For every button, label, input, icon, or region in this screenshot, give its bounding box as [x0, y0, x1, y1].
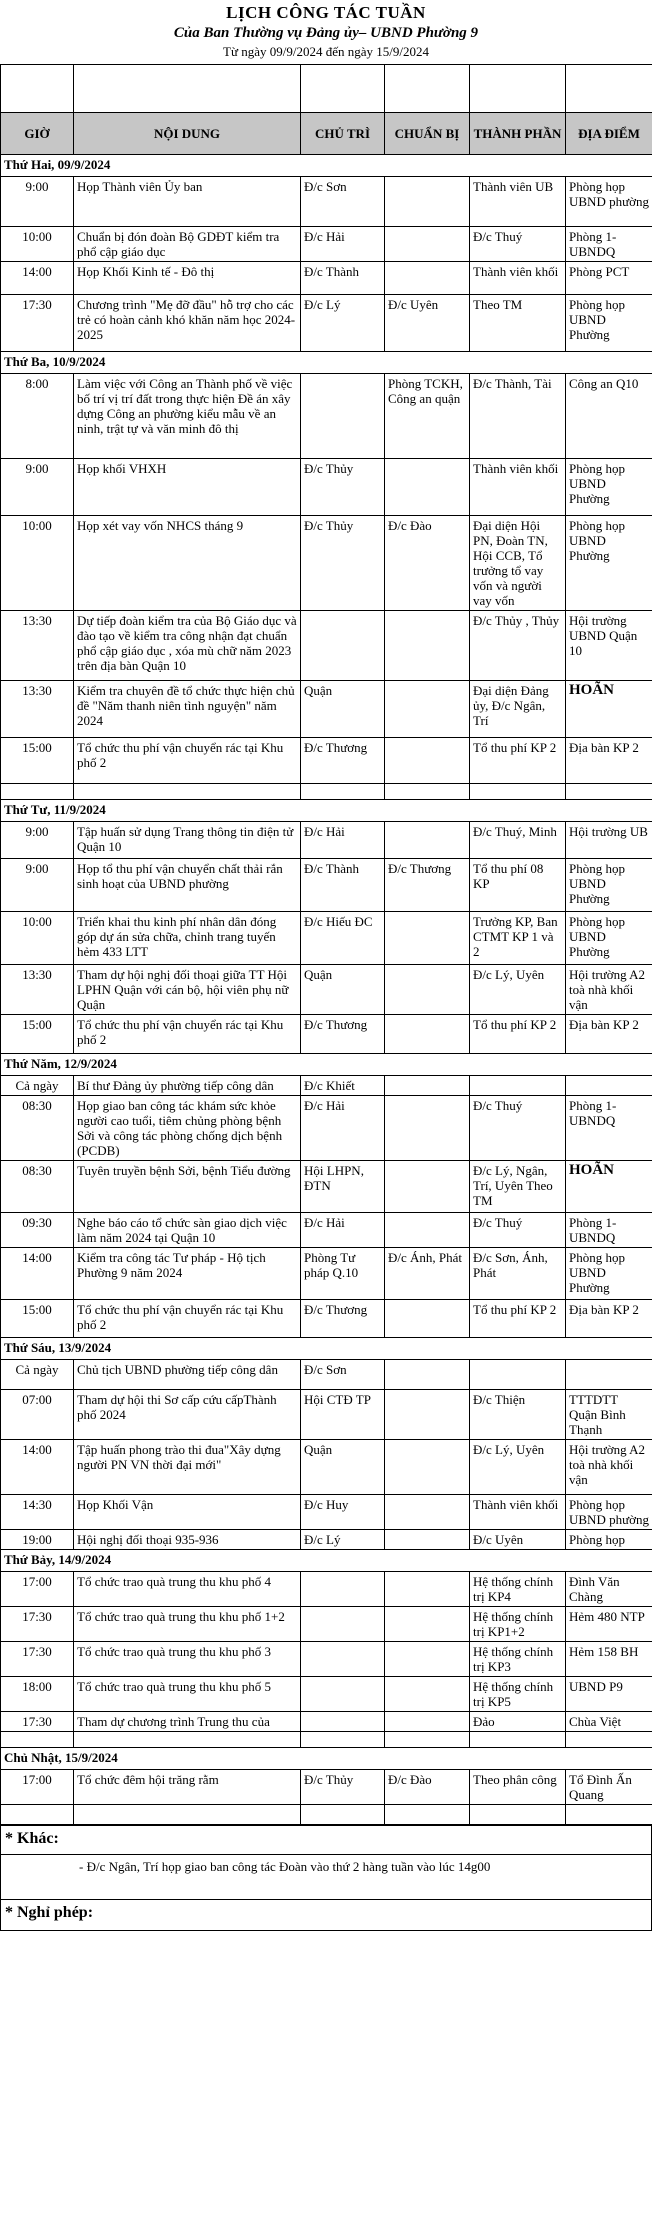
cell-prep — [385, 822, 470, 859]
cell-members: Theo TM — [470, 295, 566, 352]
cell-content: Họp giao ban công tác khám sức khỏe người cao tuổi, tiêm chủng phòng bệnh Sởi và công tác phòng chống dịch bệnh (PCDB) — [74, 1096, 301, 1161]
cell-place: Hội trường UB — [566, 822, 652, 859]
header-row — [1, 113, 652, 155]
cell-content: Tham dự chương trình Trung thu của — [74, 1712, 301, 1732]
table-row — [1, 1360, 652, 1390]
cell-members: Đ/c Thiện — [470, 1390, 566, 1440]
cell-chair: Quận — [301, 1440, 385, 1495]
cell-content: Họp Khối Kinh tế - Đô thị — [74, 262, 301, 295]
cell-time: 10:00 — [1, 912, 74, 965]
note-other-label: * Khác: — [5, 1830, 59, 1847]
cell-chair: Đ/c Sơn — [301, 1360, 385, 1390]
cell-place: Hội trường A2 toà nhà khối vận — [566, 965, 652, 1015]
cell-members: Đ/c Lý, Uyên — [470, 965, 566, 1015]
cell-place: Phòng họp UBND Phường — [566, 912, 652, 965]
cell-place: Phòng họp UBND phường — [566, 177, 652, 227]
cell-members — [470, 1076, 566, 1096]
col-time-header: GIỜ — [1, 113, 74, 155]
cell-content: Tập huấn sử dụng Trang thông tin điện tử Quận 10 — [74, 822, 301, 859]
day-label: Thứ Bảy, 14/9/2024 — [1, 1550, 652, 1572]
cell-place: Địa bàn KP 2 — [566, 738, 652, 784]
cell-members: Tổ thu phí 08 KP — [470, 859, 566, 912]
col-members-header: THÀNH PHẦN — [470, 113, 566, 155]
day-label: Thứ Sáu, 13/9/2024 — [1, 1338, 652, 1360]
schedule-table — [0, 64, 652, 1825]
cell-prep — [385, 1300, 470, 1338]
cell-place: UBND P9 — [566, 1677, 652, 1712]
cell-content: Kiểm tra công tác Tư pháp - Hộ tịch Phường 9 năm 2024 — [74, 1248, 301, 1300]
cell-place: Phòng 1-UBNDQ — [566, 1096, 652, 1161]
cell-content: Tuyên truyền bệnh Sởi, bệnh Tiểu đường — [74, 1161, 301, 1213]
cell-chair: Hội LHPN, ĐTN — [301, 1161, 385, 1213]
cell-prep — [385, 1572, 470, 1607]
table-row — [1, 738, 652, 784]
cell-place: Phòng 1-UBNDQ — [566, 227, 652, 262]
cell-time: 13:30 — [1, 611, 74, 681]
cell-members: Đ/c Sơn, Ánh, Phát — [470, 1248, 566, 1300]
cell-prep — [385, 912, 470, 965]
cell-content: Họp khối VHXH — [74, 459, 301, 516]
cell-prep — [385, 1642, 470, 1677]
cell-time: 14:00 — [1, 1440, 74, 1495]
cell-place: Phòng họp UBND Phường — [566, 459, 652, 516]
cell-content: Bí thư Đảng ủy phường tiếp công dân — [74, 1076, 301, 1096]
cell-members — [470, 1360, 566, 1390]
cell-prep — [385, 611, 470, 681]
cell-chair: Đ/c Lý — [301, 1530, 385, 1550]
cell-time: 10:00 — [1, 227, 74, 262]
cell-place: Địa bàn KP 2 — [566, 1300, 652, 1338]
cell-prep: Đ/c Ánh, Phát — [385, 1248, 470, 1300]
cell-chair: Đ/c Hải — [301, 227, 385, 262]
cell-chair: Hội CTĐ TP — [301, 1390, 385, 1440]
cell-members: Theo phân công — [470, 1770, 566, 1805]
cell-chair: Quận — [301, 965, 385, 1015]
cell-members: Đ/c Thủy , Thủy — [470, 611, 566, 681]
cell-members: Đại diện Hội PN, Đoàn TN, Hội CCB, Tổ trưởng tổ vay vốn và người vay vốn — [470, 516, 566, 611]
cell-time: 19:00 — [1, 1530, 74, 1550]
col-content-header: NỘI DUNG — [74, 113, 301, 155]
cell-prep — [385, 1607, 470, 1642]
day-label: Chủ Nhật, 15/9/2024 — [1, 1748, 652, 1770]
cell-chair — [301, 1572, 385, 1607]
table-row — [1, 611, 652, 681]
cell-members: Đại diện Đảng ủy, Đ/c Ngân, Trí — [470, 681, 566, 738]
table-row — [1, 965, 652, 1015]
cell-prep — [385, 1360, 470, 1390]
cell-content: Dự tiếp đoàn kiểm tra của Bộ Giáo dục và đào tạo về kiểm tra công nhận đạt chuẩn phổ cập giáo dục , xóa mù chữ năm 2023 trên địa bàn Quận 10 — [74, 611, 301, 681]
cell-content: Tổ chức trao quà trung thu khu phố 1+2 — [74, 1607, 301, 1642]
cell-place: Hội trường A2 toà nhà khối vận — [566, 1440, 652, 1495]
cell-place: HOÃN — [566, 681, 652, 738]
blank-row — [1, 1805, 652, 1825]
cell-place: Phòng PCT — [566, 262, 652, 295]
cell-prep — [385, 1015, 470, 1054]
table-row — [1, 1248, 652, 1300]
cell-prep: Phòng TCKH, Công an quận — [385, 374, 470, 459]
cell-place: Phòng họp UBND phường — [566, 1495, 652, 1530]
cell-chair — [301, 1677, 385, 1712]
cell-members: Đ/c Thuý — [470, 227, 566, 262]
blank-row — [1, 65, 652, 113]
cell-members: Thành viên khối — [470, 1495, 566, 1530]
cell-content: Triển khai thu kinh phí nhân dân đóng góp dự án sửa chữa, chỉnh trang tuyến hẻm 433 LTT — [74, 912, 301, 965]
table-row — [1, 681, 652, 738]
cell-members: Tổ thu phí KP 2 — [470, 738, 566, 784]
cell-place: Phòng 1-UBNDQ — [566, 1213, 652, 1248]
cell-members: Đ/c Lý, Ngân, Trí, Uyên Theo TM — [470, 1161, 566, 1213]
cell-time: 14:00 — [1, 1248, 74, 1300]
day-row — [1, 1054, 652, 1076]
cell-place: TTTDTT Quận Bình Thạnh — [566, 1390, 652, 1440]
cell-content: Tổ chức trao quà trung thu khu phố 4 — [74, 1572, 301, 1607]
cell-members: Đ/c Uyên — [470, 1530, 566, 1550]
cell-content: Làm việc với Công an Thành phố về việc bố trí vị trí đất trong thực hiện Đề án xây dựng Công an phường kiểu mẫu về an ninh, trật tự và văn minh đô thị — [74, 374, 301, 459]
table-row — [1, 1440, 652, 1495]
cell-content: Họp Khối Vận — [74, 1495, 301, 1530]
cell-prep — [385, 459, 470, 516]
cell-time: 13:30 — [1, 681, 74, 738]
cell-members: Tổ thu phí KP 2 — [470, 1300, 566, 1338]
note-other — [0, 1825, 652, 1854]
cell-content: Chương trình "Mẹ đỡ đầu" hỗ trợ cho các trẻ có hoàn cảnh khó khăn năm học 2024-2025 — [74, 295, 301, 352]
cell-prep — [385, 1712, 470, 1732]
cell-members: Đ/c Thuý — [470, 1213, 566, 1248]
cell-prep — [385, 738, 470, 784]
cell-chair: Đ/c Thương — [301, 1300, 385, 1338]
cell-place: Hẻm 480 NTP — [566, 1607, 652, 1642]
cell-place: Phòng họp — [566, 1530, 652, 1550]
cell-prep: Đ/c Uyên — [385, 295, 470, 352]
cell-members: Tổ thu phí KP 2 — [470, 1015, 566, 1054]
cell-chair: Đ/c Thủy — [301, 516, 385, 611]
cell-chair: Đ/c Hiếu ĐC — [301, 912, 385, 965]
cell-members: Đ/c Thuý — [470, 1096, 566, 1161]
cell-time: 9:00 — [1, 822, 74, 859]
table-row — [1, 1495, 652, 1530]
cell-chair — [301, 1607, 385, 1642]
cell-prep — [385, 1161, 470, 1213]
table-row — [1, 262, 652, 295]
cell-members: Thành viên khối — [470, 262, 566, 295]
cell-content: Tổ chức đêm hội trăng rằm — [74, 1770, 301, 1805]
cell-chair: Đ/c Thương — [301, 1015, 385, 1054]
cell-time: 09:30 — [1, 1213, 74, 1248]
table-row — [1, 1770, 652, 1805]
cell-chair: Đ/c Hải — [301, 1096, 385, 1161]
note-leave — [0, 1899, 652, 1931]
date-range: Từ ngày 09/9/2024 đến ngày 15/9/2024 — [223, 44, 429, 59]
cell-chair: Đ/c Thành — [301, 859, 385, 912]
cell-prep — [385, 1440, 470, 1495]
cell-place: Chùa Việt — [566, 1712, 652, 1732]
cell-members: Hệ thống chính trị KP5 — [470, 1677, 566, 1712]
table-row — [1, 822, 652, 859]
cell-members: Hệ thống chính trị KP4 — [470, 1572, 566, 1607]
cell-prep — [385, 1096, 470, 1161]
table-row — [1, 912, 652, 965]
cell-prep: Đ/c Thương — [385, 859, 470, 912]
cell-prep — [385, 1495, 470, 1530]
cell-prep — [385, 262, 470, 295]
cell-prep — [385, 1530, 470, 1550]
cell-place: Địa bàn KP 2 — [566, 1015, 652, 1054]
cell-place: Công an Q10 — [566, 374, 652, 459]
cell-time: 08:30 — [1, 1161, 74, 1213]
header — [0, 0, 652, 64]
cell-prep — [385, 1213, 470, 1248]
table-row — [1, 516, 652, 611]
cell-place: Hội trường UBND Quận 10 — [566, 611, 652, 681]
cell-prep — [385, 965, 470, 1015]
cell-content: Tham dự hội nghị đối thoại giữa TT Hội LPHN Quận với cán bộ, hội viên phụ nữ Quận — [74, 965, 301, 1015]
table-row — [1, 1712, 652, 1732]
day-row — [1, 800, 652, 822]
cell-chair: Đ/c Khiết — [301, 1076, 385, 1096]
cell-content: Nghe báo cáo tổ chức sàn giao dịch việc làm năm 2024 tại Quận 10 — [74, 1213, 301, 1248]
day-row — [1, 352, 652, 374]
cell-members: Hệ thống chính trị KP1+2 — [470, 1607, 566, 1642]
cell-place: Đình Văn Chàng — [566, 1572, 652, 1607]
cell-members: Hệ thống chính trị KP3 — [470, 1642, 566, 1677]
cell-place: HOÃN — [566, 1161, 652, 1213]
cell-place: Phòng họp UBND Phường — [566, 295, 652, 352]
page-title: LỊCH CÔNG TÁC TUẦN — [226, 3, 426, 22]
col-place-header: ĐỊA ĐIỂM — [566, 113, 652, 155]
cell-content: Tổ chức trao quà trung thu khu phố 5 — [74, 1677, 301, 1712]
cell-time: 13:30 — [1, 965, 74, 1015]
table-row — [1, 227, 652, 262]
cell-time: 17:30 — [1, 1642, 74, 1677]
cell-content: Họp Thành viên Ủy ban — [74, 177, 301, 227]
table-row — [1, 295, 652, 352]
cell-chair: Đ/c Thủy — [301, 1770, 385, 1805]
cell-place — [566, 1076, 652, 1096]
cell-time: 14:00 — [1, 262, 74, 295]
cell-chair: Đ/c Thương — [301, 738, 385, 784]
table-row — [1, 1096, 652, 1161]
cell-time: 14:30 — [1, 1495, 74, 1530]
cell-members: Đ/c Thành, Tài — [470, 374, 566, 459]
cell-time: 17:30 — [1, 295, 74, 352]
cell-time: 15:00 — [1, 1300, 74, 1338]
cell-chair: Phòng Tư pháp Q.10 — [301, 1248, 385, 1300]
blank-row — [1, 1732, 652, 1748]
table-row — [1, 1572, 652, 1607]
cell-content: Tổ chức trao quà trung thu khu phố 3 — [74, 1642, 301, 1677]
cell-chair: Đ/c Sơn — [301, 177, 385, 227]
cell-members: Đ/c Lý, Uyên — [470, 1440, 566, 1495]
note-other-item-row — [0, 1854, 652, 1899]
cell-time: 8:00 — [1, 374, 74, 459]
cell-prep: Đ/c Đào — [385, 1770, 470, 1805]
cell-prep — [385, 1390, 470, 1440]
cell-members: Trưởng KP, Ban CTMT KP 1 và 2 — [470, 912, 566, 965]
table-row — [1, 1161, 652, 1213]
note-other-item: - Đ/c Ngân, Trí họp giao ban công tác Đoàn vào thứ 2 hàng tuần vào lúc 14g00 — [79, 1859, 491, 1874]
table-row — [1, 859, 652, 912]
cell-chair: Đ/c Huy — [301, 1495, 385, 1530]
cell-time: 08:30 — [1, 1096, 74, 1161]
cell-time: 07:00 — [1, 1390, 74, 1440]
table-row — [1, 459, 652, 516]
day-label: Thứ Ba, 10/9/2024 — [1, 352, 652, 374]
cell-chair — [301, 611, 385, 681]
cell-place — [566, 1360, 652, 1390]
cell-members: Thành viên khối — [470, 459, 566, 516]
table-row — [1, 1300, 652, 1338]
cell-members: Thành viên UB — [470, 177, 566, 227]
col-prep-header: CHUẨN BỊ — [385, 113, 470, 155]
cell-place: Phòng họp UBND Phường — [566, 516, 652, 611]
cell-content: Họp tổ thu phí vận chuyển chất thải rắn sinh hoạt của UBND phường — [74, 859, 301, 912]
cell-time: 18:00 — [1, 1677, 74, 1712]
cell-time: 15:00 — [1, 1015, 74, 1054]
note-leave-label: * Nghỉ phép: — [5, 1904, 94, 1921]
cell-time: 10:00 — [1, 516, 74, 611]
cell-time: 17:00 — [1, 1572, 74, 1607]
day-row — [1, 155, 652, 177]
cell-chair: Đ/c Thành — [301, 262, 385, 295]
cell-chair — [301, 1712, 385, 1732]
table-row — [1, 1390, 652, 1440]
cell-prep — [385, 177, 470, 227]
cell-time: 9:00 — [1, 859, 74, 912]
cell-place: Hẻm 158 BH — [566, 1642, 652, 1677]
cell-content: Tổ chức thu phí vận chuyển rác tại Khu phố 2 — [74, 1015, 301, 1054]
cell-chair: Đ/c Thủy — [301, 459, 385, 516]
cell-time: 17:30 — [1, 1712, 74, 1732]
blank-row — [1, 784, 652, 800]
day-label: Thứ Năm, 12/9/2024 — [1, 1054, 652, 1076]
cell-prep — [385, 227, 470, 262]
cell-content: Chuẩn bị đón đoàn Bộ GDĐT kiểm tra phổ cập giáo dục — [74, 227, 301, 262]
notes-section — [0, 1825, 652, 1931]
cell-content: Tham dự hội thi Sơ cấp cứu cấpThành phố 2024 — [74, 1390, 301, 1440]
day-label: Thứ Tư, 11/9/2024 — [1, 800, 652, 822]
cell-prep — [385, 681, 470, 738]
cell-chair — [301, 374, 385, 459]
cell-chair: Đ/c Lý — [301, 295, 385, 352]
cell-chair: Quận — [301, 681, 385, 738]
table-row — [1, 177, 652, 227]
cell-content: Tập huấn phong trào thi đua"Xây dựng người PN VN thời đại mới" — [74, 1440, 301, 1495]
cell-time: Cả ngày — [1, 1360, 74, 1390]
cell-content: Chủ tịch UBND phường tiếp công dân — [74, 1360, 301, 1390]
cell-time: 17:00 — [1, 1770, 74, 1805]
cell-content: Kiểm tra chuyên đề tổ chức thực hiện chủ đề "Năm thanh niên tình nguyện" năm 2024 — [74, 681, 301, 738]
day-row — [1, 1550, 652, 1572]
cell-time: 9:00 — [1, 177, 74, 227]
cell-time: 15:00 — [1, 738, 74, 784]
cell-content: Hội nghị đối thoại 935-936 — [74, 1530, 301, 1550]
cell-time: 17:30 — [1, 1607, 74, 1642]
table-row — [1, 1015, 652, 1054]
table-row — [1, 1642, 652, 1677]
cell-chair: Đ/c Hải — [301, 1213, 385, 1248]
cell-place: Tổ Đình Ấn Quang — [566, 1770, 652, 1805]
cell-members: Đ/c Thuý, Minh — [470, 822, 566, 859]
cell-content: Tổ chức thu phí vận chuyển rác tại Khu phố 2 — [74, 738, 301, 784]
table-row — [1, 1213, 652, 1248]
cell-prep — [385, 1076, 470, 1096]
cell-members: Đảo — [470, 1712, 566, 1732]
day-row — [1, 1338, 652, 1360]
cell-time: Cả ngày — [1, 1076, 74, 1096]
table-row — [1, 1076, 652, 1096]
table-row — [1, 1677, 652, 1712]
cell-prep: Đ/c Đào — [385, 516, 470, 611]
table-row — [1, 1607, 652, 1642]
cell-place: Phòng họp UBND Phường — [566, 859, 652, 912]
col-chair-header: CHỦ TRÌ — [301, 113, 385, 155]
cell-content: Tổ chức thu phí vận chuyển rác tại Khu phố 2 — [74, 1300, 301, 1338]
cell-chair — [301, 1642, 385, 1677]
table-row — [1, 374, 652, 459]
cell-chair: Đ/c Hải — [301, 822, 385, 859]
cell-place: Phòng họp UBND Phường — [566, 1248, 652, 1300]
page-subtitle: Của Ban Thường vụ Đảng ủy– UBND Phường 9 — [173, 25, 479, 41]
table-row — [1, 1530, 652, 1550]
cell-prep — [385, 1677, 470, 1712]
day-row — [1, 1748, 652, 1770]
day-label: Thứ Hai, 09/9/2024 — [1, 155, 652, 177]
cell-time: 9:00 — [1, 459, 74, 516]
cell-content: Họp xét vay vốn NHCS tháng 9 — [74, 516, 301, 611]
